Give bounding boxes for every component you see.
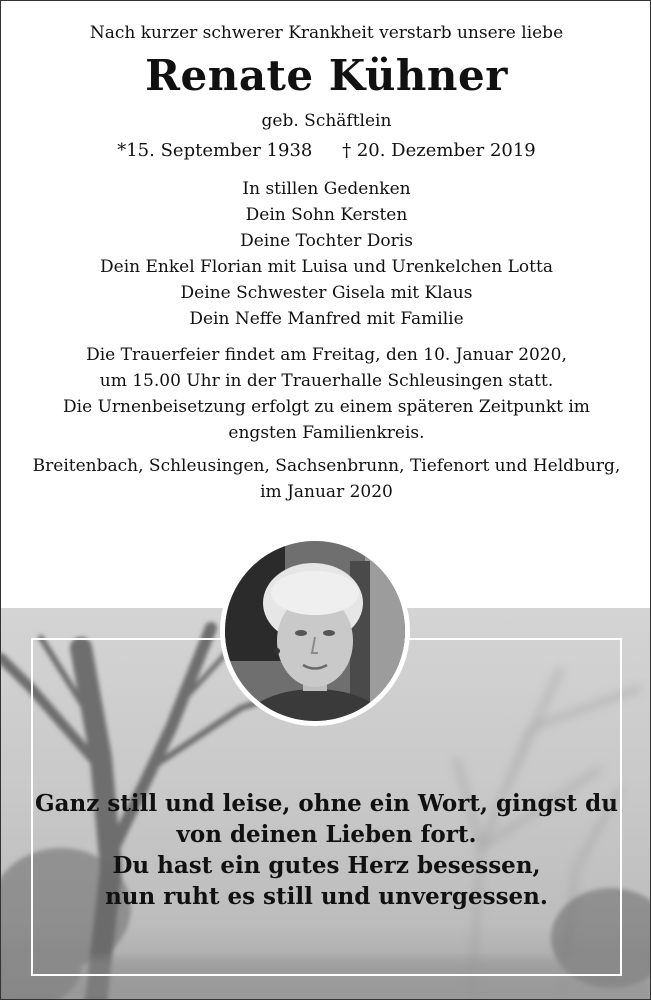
ceremony-line: engsten Familienkreis. <box>228 423 425 443</box>
place-and-date <box>1 453 651 505</box>
life-dates <box>1 140 651 161</box>
poem-line: Du hast ein gutes Herz besessen, <box>112 852 541 879</box>
ceremony-line: Die Trauerfeier findet am Freitag, den 10. Januar 2020, <box>86 345 567 365</box>
mourner-line: Deine Schwester Gisela mit Klaus <box>180 283 473 303</box>
mourner-line: Deine Tochter Doris <box>240 231 413 251</box>
mourners-list <box>1 176 651 332</box>
mourner-line: Dein Neffe Manfred mit Familie <box>189 309 464 329</box>
mourner-line: Dein Sohn Kersten <box>245 205 408 225</box>
place-line: im Januar 2020 <box>260 482 393 502</box>
ceremony-line: Die Urnenbeisetzung erfolgt zu einem späteren Zeitpunkt im <box>63 397 590 417</box>
intro-text: Nach kurzer schwerer Krankheit verstarb unsere liebe <box>89 23 564 43</box>
mourner-line: In stillen Gedenken <box>242 179 411 199</box>
portrait-photo <box>220 536 410 726</box>
ceremony-info <box>1 342 651 446</box>
death-date: † 20. Dezember 2019 <box>342 140 536 161</box>
poem-line: nun ruht es still und unvergessen. <box>105 883 548 910</box>
ceremony-line: um 15.00 Uhr in der Trauerhalle Schleusingen statt. <box>99 371 554 391</box>
birth-date: *15. September 1938 <box>117 140 313 161</box>
deceased-name: Renate Kühner <box>145 51 508 100</box>
poem-line: von deinen Lieben fort. <box>176 821 477 848</box>
mourner-line: Dein Enkel Florian mit Luisa und Urenkelchen Lotta <box>100 257 553 277</box>
birth-name: geb. Schäftlein <box>261 111 392 131</box>
portrait-illustration <box>225 541 405 721</box>
poem-line: Ganz still und leise, ohne ein Wort, gingst du <box>35 790 618 817</box>
memorial-poem <box>1 788 651 912</box>
notice-text-section <box>1 1 651 609</box>
place-line: Breitenbach, Schleusingen, Sachsenbrunn, Tiefenort und Heldburg, <box>32 456 621 476</box>
